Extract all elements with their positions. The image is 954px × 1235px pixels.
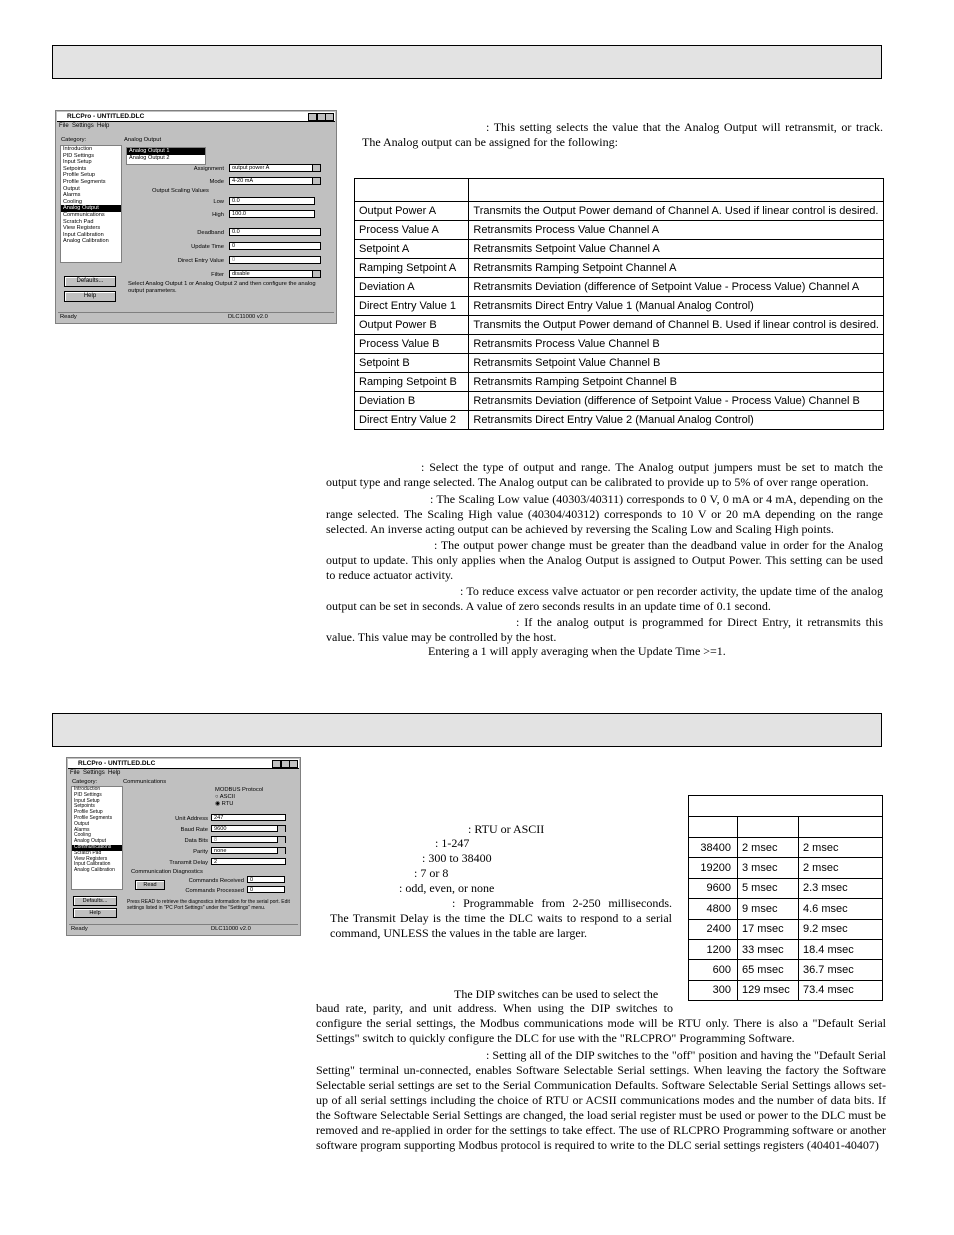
category-item[interactable]: Communications xyxy=(63,211,105,218)
section-header-communications xyxy=(52,713,882,747)
direct-entry-label: Direct Entry Value xyxy=(177,258,224,264)
assignment-name: Direct Entry Value 1 xyxy=(355,297,469,316)
section-header-analog-output xyxy=(52,45,882,79)
assignment-name: Setpoint B xyxy=(355,354,469,373)
delay-cell: 2 msec xyxy=(799,838,883,858)
update-time-paragraph: : To reduce excess valve actuator or pen recorder activity, the update time of the analog output can be set in seconds. A value of zero seconds results in an update time of 0.1 second. xyxy=(326,584,883,613)
output-list[interactable] xyxy=(126,147,206,165)
baud-cell: 38400 xyxy=(689,838,738,858)
category-item[interactable]: Output xyxy=(63,185,80,192)
output-item-selected[interactable]: Analog Output 1 xyxy=(127,148,205,155)
category-item[interactable]: Cooling xyxy=(63,198,82,205)
table-row xyxy=(689,939,883,959)
table-header-cell xyxy=(738,817,799,838)
parity-select[interactable] xyxy=(211,847,286,854)
panel-title: Analog Output xyxy=(124,137,162,143)
assignment-desc: Retransmits Direct Entry Value 1 (Manual Analog Control) xyxy=(469,297,884,316)
commands-processed-field: 0 xyxy=(247,886,285,893)
table-header-row xyxy=(689,796,883,817)
minimize-icon[interactable] xyxy=(308,113,317,121)
assignment-desc: Retransmits Deviation (difference of Setpoint Value - Process Value) Channel A xyxy=(469,278,884,297)
chevron-down-icon[interactable] xyxy=(277,837,285,843)
table-row xyxy=(689,980,883,1000)
rlcpro-communications-window xyxy=(66,757,301,936)
comm-address-text: : 1-247 xyxy=(435,836,470,850)
delay-cell: 33 msec xyxy=(738,939,799,959)
menu-help[interactable]: Help xyxy=(97,123,110,129)
delay-cell: 9 msec xyxy=(738,899,799,919)
assignment-name: Output Power A xyxy=(355,202,469,221)
category-item[interactable]: Profile Segments xyxy=(63,178,106,185)
diagnostics-label: Communication Diagnostics xyxy=(131,869,203,875)
category-item[interactable]: Alarms xyxy=(63,192,81,199)
comm-baud-text: : 300 to 38400 xyxy=(422,851,492,865)
assignment-desc: Transmits the Output Power demand of Channel A. Used if linear control is desired. xyxy=(469,202,884,221)
assignment-select[interactable] xyxy=(229,164,321,172)
chevron-down-icon[interactable] xyxy=(312,165,320,171)
menu-help[interactable]: Help xyxy=(108,770,121,776)
delay-cell: 2.3 msec xyxy=(799,878,883,898)
assignment-table xyxy=(354,178,884,430)
assignment-desc: Retransmits Setpoint Value Channel B xyxy=(469,354,884,373)
category-item[interactable]: Profile Setup xyxy=(74,809,103,816)
status-version: DLC11000 v2.0 xyxy=(228,314,268,320)
category-item[interactable]: Setpoints xyxy=(74,803,95,810)
update-time-field[interactable]: 0 xyxy=(229,242,321,250)
assignment-name: Direct Entry Value 2 xyxy=(355,411,469,430)
transmit-delay-field[interactable]: 2 xyxy=(211,858,286,865)
category-item-selected[interactable]: Analog Output xyxy=(61,205,121,212)
data-bits-value: 8 xyxy=(214,837,218,843)
menu-bar xyxy=(59,123,109,129)
high-field[interactable]: 100.0 xyxy=(229,210,315,218)
menu-file[interactable]: File xyxy=(59,123,69,129)
window-title-bar xyxy=(57,112,335,122)
category-item[interactable]: Analog Calibration xyxy=(63,238,109,245)
filter-select[interactable] xyxy=(229,270,321,278)
table-row xyxy=(355,354,884,373)
delay-cell: 18.4 msec xyxy=(799,939,883,959)
help-button[interactable]: Help xyxy=(73,908,117,918)
update-time-label: Update Time xyxy=(191,244,224,250)
category-item[interactable]: Cooling xyxy=(74,832,91,839)
minimize-icon[interactable] xyxy=(272,760,281,768)
baud-cell: 1200 xyxy=(689,939,738,959)
assignment-desc: Retransmits Ramping Setpoint Channel A xyxy=(469,259,884,278)
mode-paragraph: : Select the type of output and range. The Analog output jumpers must be set to match the output type and range selected. The Analog output can be calibrated to provide up to 5% of over range operation. xyxy=(326,460,883,489)
status-bar xyxy=(58,312,334,322)
comm-parity-text: : odd, even, or none xyxy=(399,881,495,895)
assignment-name: Ramping Setpoint B xyxy=(355,373,469,392)
chevron-down-icon[interactable] xyxy=(312,178,320,184)
category-item[interactable]: View Registers xyxy=(63,225,101,232)
panel-title: Communications xyxy=(123,779,167,785)
ascii-radio[interactable]: ○ ASCII xyxy=(215,794,235,800)
unit-address-field[interactable]: 247 xyxy=(211,814,286,821)
delay-cell: 3 msec xyxy=(738,858,799,878)
category-label: Category: xyxy=(72,779,98,785)
category-item-selected[interactable]: Communications xyxy=(72,845,122,851)
table-row xyxy=(355,373,884,392)
delay-cell: 5 msec xyxy=(738,878,799,898)
assignment-desc: Retransmits Process Value Channel A xyxy=(469,221,884,240)
category-item[interactable]: Input Calibration xyxy=(74,861,111,868)
status-bar xyxy=(69,924,298,934)
category-item[interactable]: Output xyxy=(74,820,90,827)
assignment-desc: Retransmits Ramping Setpoint Channel B xyxy=(469,373,884,392)
mode-label: Mode xyxy=(209,179,224,185)
table-header-cell xyxy=(469,179,884,202)
chevron-down-icon[interactable] xyxy=(277,848,285,854)
delay-cell: 4.6 msec xyxy=(799,899,883,919)
mode-select[interactable] xyxy=(229,177,321,185)
delay-cell: 2 msec xyxy=(738,838,799,858)
table-row xyxy=(355,297,884,316)
output-item[interactable]: Analog Output 2 xyxy=(129,154,170,161)
table-header-cell xyxy=(355,179,469,202)
assignment-value: output power A xyxy=(232,165,270,171)
table-row xyxy=(689,878,883,898)
category-item[interactable]: Profile Segments xyxy=(74,814,113,821)
direct-entry-field[interactable]: 0 xyxy=(229,256,321,264)
assignment-desc: Transmits the Output Power demand of Channel B. Used if linear control is desired. xyxy=(469,316,884,335)
filter-label: Filter xyxy=(211,272,224,278)
dip-switch-text-3: configure the serial settings, the Modbus communications mode will be RTU only. There is also a "Default Serial Settings" switch to quickly configure the DLC for use with the "RLCPRO" Programming Software. xyxy=(316,1016,886,1045)
table-row xyxy=(689,960,883,980)
baud-cell: 4800 xyxy=(689,899,738,919)
defaults-button[interactable]: Defaults... xyxy=(73,896,117,906)
scaling-label: Output Scaling Values xyxy=(152,188,209,194)
table-row xyxy=(355,278,884,297)
rlcpro-analog-output-window xyxy=(55,110,337,324)
table-header-row xyxy=(689,817,883,838)
window-title-bar xyxy=(68,759,299,769)
category-item[interactable]: Analog Calibration xyxy=(74,867,115,874)
baud-rate-label: Baud Rate xyxy=(180,827,208,833)
table-row xyxy=(355,221,884,240)
menu-settings[interactable]: Settings xyxy=(72,123,94,129)
baud-cell: 600 xyxy=(689,960,738,980)
comm-delay-text: : Programmable from 2-250 milliseconds. The Transmit Delay is the time the DLC waits to respond to a serial command, UNLESS the values in the table are larger. xyxy=(330,896,672,940)
unit-address-label: Unit Address xyxy=(175,816,208,822)
commands-received-field: 0 xyxy=(247,876,285,883)
filter-paragraph: Entering a 1 will apply averaging when the Update Time >=1. xyxy=(428,644,726,658)
category-item[interactable]: Input Calibration xyxy=(63,231,104,238)
category-item[interactable]: Scratch Pad xyxy=(74,849,102,856)
close-icon[interactable] xyxy=(325,113,334,121)
menu-file[interactable]: File xyxy=(70,770,80,776)
category-item[interactable]: Setpoints xyxy=(63,165,87,172)
parity-label: Parity xyxy=(193,849,208,855)
window-title: RLCPro - UNTITLED.DLC xyxy=(67,113,145,120)
table-row xyxy=(689,838,883,858)
table-header-cell xyxy=(689,817,738,838)
low-field[interactable]: 0.0 xyxy=(229,197,315,205)
software-selectable-text: : Setting all of the DIP switches to the "off" position and having the "Default Serial Setting" terminal un-connected, enables Software Selectable Serial settings. When leaving the factory the Software Selectable serial settings are set to the Serial Communication Defaults. Software Selectable Serial Settings allows set-up of all serial settings including the choice of RTU or ACSII communications modes and the number of data bits. If the Software Selectable Serial Settings are changed, the load serial register must be used or power to the DLC must be removed and re-applied in order for the settings to take effect. The use of RLCPRO Programming software or another software program supporting Modbus protocol is required to write to the DLC serial settings registers (40401-40407) xyxy=(316,1048,886,1152)
table-row xyxy=(355,240,884,259)
assignment-label: Assignment xyxy=(193,166,224,172)
table-header-row xyxy=(355,179,884,202)
dip-switch-text-1: The DIP switches can be used to select the xyxy=(454,987,659,1001)
data-bits-select[interactable] xyxy=(211,836,286,843)
assignment-desc: Retransmits Deviation (difference of Setpoint Value - Process Value) Channel B xyxy=(469,392,884,411)
data-bits-label: Data Bits xyxy=(184,838,208,844)
status-ready: Ready xyxy=(71,926,88,932)
transmit-delay-label: Transmit Delay xyxy=(169,860,208,866)
low-label: Low xyxy=(213,199,224,205)
deadband-paragraph: : The output power change must be greater than the deadband value in order for the Analog output to update. This only applies when the Analog Output is assigned to Output Power. This setting can be used to reduce actuator activity. xyxy=(326,538,883,582)
scaling-paragraph: : The Scaling Low value (40303/40311) corresponds to 0 V, 0 mA or 4 mA, depending on the range selected. The Scaling High value (40304/40312) corresponds to 10 V or 20 mA depending on the range selected. An inverse acting output can be achieved by reversing the Scaling Low and Scaling High points. xyxy=(326,492,883,536)
status-version: DLC11000 v2.0 xyxy=(211,926,251,932)
mode-value: 4-20 mA xyxy=(232,178,254,184)
category-item[interactable]: PID Settings xyxy=(63,152,95,159)
chevron-down-icon[interactable] xyxy=(277,826,285,832)
category-item[interactable]: Input Setup xyxy=(74,797,100,804)
transmit-delay-table xyxy=(688,795,883,1001)
category-item[interactable]: Introduction xyxy=(63,146,93,152)
baud-cell: 2400 xyxy=(689,919,738,939)
delay-cell: 9.2 msec xyxy=(799,919,883,939)
category-item[interactable]: View Registers xyxy=(74,855,108,862)
delay-cell: 17 msec xyxy=(738,919,799,939)
baud-rate-value: 9600 xyxy=(214,826,227,832)
table-row xyxy=(689,899,883,919)
baud-cell: 300 xyxy=(689,980,738,1000)
category-item[interactable]: Introduction xyxy=(74,786,101,792)
help-button[interactable]: Help xyxy=(64,291,116,302)
category-item[interactable]: Alarms xyxy=(74,826,90,833)
rtu-radio[interactable]: ◉ RTU xyxy=(215,801,234,807)
commands-received-label: Commands Received xyxy=(188,878,244,884)
rtu-label: RTU xyxy=(221,801,234,807)
assignment-name: Process Value B xyxy=(355,335,469,354)
assignment-desc: Retransmits Setpoint Value Channel A xyxy=(469,240,884,259)
table-row xyxy=(689,919,883,939)
baud-cell: 19200 xyxy=(689,858,738,878)
table-row xyxy=(355,411,884,430)
assignment-name: Deviation A xyxy=(355,278,469,297)
assignment-desc: Retransmits Direct Entry Value 2 (Manual Analog Control) xyxy=(469,411,884,430)
category-item[interactable]: PID Settings xyxy=(74,791,102,798)
read-button[interactable]: Read xyxy=(135,880,165,890)
category-label: Category: xyxy=(61,137,87,143)
category-item[interactable]: Profile Setup xyxy=(63,172,96,179)
comm-mode-text: : RTU or ASCII xyxy=(468,822,545,836)
chevron-down-icon[interactable] xyxy=(312,271,320,277)
delay-cell: 36.7 msec xyxy=(799,960,883,980)
assignment-name: Setpoint A xyxy=(355,240,469,259)
category-item[interactable]: Input Setup xyxy=(63,159,92,166)
direct-entry-paragraph: : If the analog output is programmed for Direct Entry, it retransmits this value. This value may be controlled by the host. xyxy=(326,615,883,644)
assignment-desc: Retransmits Process Value Channel B xyxy=(469,335,884,354)
category-item[interactable]: Analog Output xyxy=(74,838,106,845)
diagnostics-note: Press READ to retrieve the diagnostics information for the serial port. Edit settings listed in "PC Port Settings" under the "Settings" menu. xyxy=(127,899,290,911)
baud-cell: 9600 xyxy=(689,878,738,898)
protocol-label: MODBUS Protocol xyxy=(215,787,264,793)
table-row xyxy=(689,858,883,878)
baud-rate-select[interactable] xyxy=(211,825,286,832)
delay-cell: 129 msec xyxy=(738,980,799,1000)
parity-value: none xyxy=(214,848,227,854)
close-icon[interactable] xyxy=(289,760,298,768)
comm-bits-text: : 7 or 8 xyxy=(414,866,449,880)
menu-bar xyxy=(70,770,120,776)
table-row xyxy=(355,392,884,411)
assignment-name: Ramping Setpoint A xyxy=(355,259,469,278)
assignment-name: Output Power B xyxy=(355,316,469,335)
commands-processed-label: Commands Processed xyxy=(185,888,244,894)
deadband-field[interactable]: 0.0 xyxy=(229,228,321,236)
deadband-label: Deadband xyxy=(197,230,224,236)
menu-settings[interactable]: Settings xyxy=(83,770,105,776)
category-list[interactable] xyxy=(71,786,123,890)
delay-cell: 2 msec xyxy=(799,858,883,878)
delay-cell: 65 msec xyxy=(738,960,799,980)
ascii-label: ASCII xyxy=(219,794,235,800)
table-row xyxy=(355,202,884,221)
delay-cell: 73.4 msec xyxy=(799,980,883,1000)
category-list[interactable] xyxy=(60,145,122,263)
status-ready: Ready xyxy=(60,314,77,320)
assignment-name: Process Value A xyxy=(355,221,469,240)
window-title: RLCPro - UNTITLED.DLC xyxy=(78,760,156,767)
assignment-name: Deviation B xyxy=(355,392,469,411)
table-row xyxy=(355,335,884,354)
table-header-cell xyxy=(689,796,883,817)
table-row xyxy=(355,259,884,278)
table-row xyxy=(355,316,884,335)
defaults-button[interactable]: Defaults... xyxy=(64,276,116,287)
assignment-intro: : This setting selects the value that the Analog Output will retransmit, or track. The Analog output can be assigned for the following: xyxy=(362,120,883,149)
table-header-cell xyxy=(799,817,883,838)
dip-switch-text-2: baud rate, parity, and unit address. When using the DIP switches to xyxy=(316,1001,673,1015)
filter-value: disable xyxy=(232,271,250,277)
high-label: High xyxy=(212,212,224,218)
category-item[interactable]: Scratch Pad xyxy=(63,218,94,225)
instructions-text: Select Analog Output 1 or Analog Output 2 and then configure the analog output parameters. xyxy=(128,281,316,294)
